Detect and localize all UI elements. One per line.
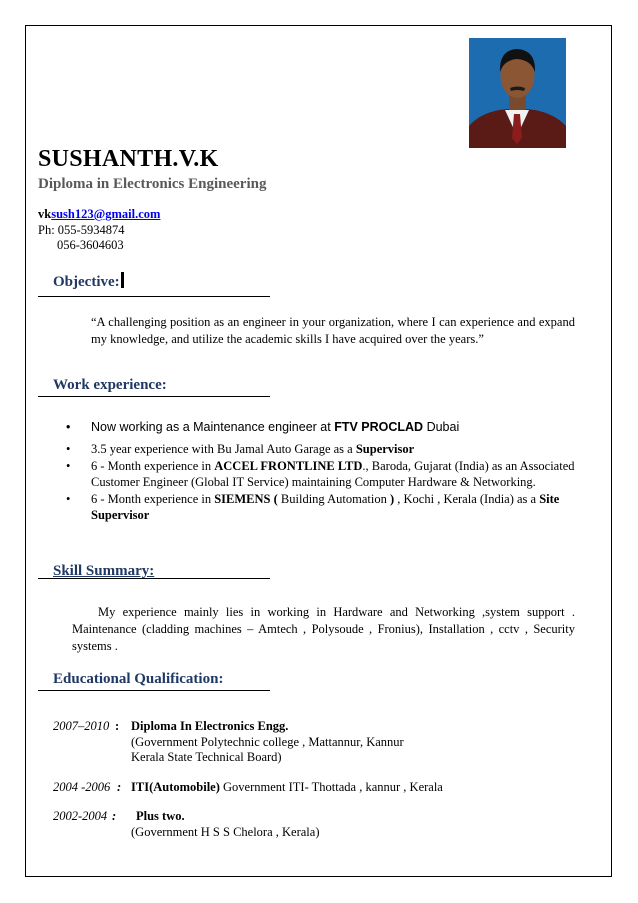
objective-title: Objective: — [53, 274, 120, 290]
education-entry — [53, 809, 573, 841]
edu-course: ITI(Automobile) — [131, 780, 220, 794]
email-link[interactable]: sush123@gmail.com — [51, 207, 161, 221]
skills-rule — [38, 578, 270, 579]
bullet-icon: • — [66, 441, 71, 456]
list-item — [66, 420, 576, 436]
edu-colon: : — [115, 719, 120, 733]
role-name: Site Supervisor — [91, 492, 560, 522]
list-item — [66, 492, 576, 523]
education-heading: Educational Qualification: — [53, 671, 224, 687]
objective-text: “A challenging position as an engineer in your organization, where I can experience and expand my knowledge, and utilize the academic skills I have acquired over the years.” — [91, 315, 575, 346]
work-rule — [38, 396, 270, 397]
bullet-icon: • — [66, 459, 71, 473]
company-name: ACCEL FRONTLINE LTD — [214, 459, 363, 473]
email-prefix: vk — [38, 207, 52, 221]
bullet-icon: • — [66, 420, 71, 434]
edu-detail: Kerala State Technical Board) — [131, 750, 282, 764]
work-text: 6 - Month experience in — [91, 492, 215, 506]
edu-course: Plus two. — [136, 809, 185, 823]
education-entry — [53, 780, 573, 796]
work-text: Now working as a Maintenance engineer at — [91, 420, 335, 434]
work-text: ., Baroda, Gujarat (India) as an Associated Customer Engineer (Global IT Service) maintaining Computer Hardware & Networking. — [91, 459, 575, 489]
edu-year: 2004 -2006 — [53, 780, 111, 794]
objective-rule — [38, 296, 270, 297]
candidate-degree: Diploma in Electronics Engineering — [38, 176, 267, 192]
bullet-icon: • — [66, 492, 71, 506]
skills-heading: Skill Summary: — [53, 563, 155, 579]
edu-detail: (Government Polytechnic college , Mattannur, Kannur — [131, 734, 404, 749]
text-cursor — [121, 272, 124, 288]
edu-colon: : — [112, 809, 117, 823]
work-text: Dubai — [423, 420, 460, 434]
edu-course: Diploma In Electronics Engg. — [131, 719, 289, 733]
work-text: , Kochi , Kerala (India) as a — [394, 492, 540, 506]
edu-colon: : — [117, 780, 122, 794]
edu-year: 2007–2010 — [53, 719, 110, 733]
work-heading: Work experience: — [53, 377, 167, 393]
edu-detail: (Government H S S Chelora , Kerala) — [131, 824, 320, 839]
skills-text: My experience mainly lies in working in Hardware and Networking ,system support . Maintenance (cladding machines – Amtech , Polysoude , Fronius), Installation , cctv , Security systems . — [72, 605, 575, 653]
education-entry — [53, 719, 573, 767]
list-item — [66, 459, 576, 490]
edu-detail: Government ITI- Thottada , kannur , Kerala — [219, 780, 443, 794]
education-rule — [38, 690, 270, 691]
edu-year: 2002-2004 — [53, 809, 108, 823]
work-list — [66, 420, 576, 525]
contact-block — [38, 207, 160, 254]
role-name: Supervisor — [355, 441, 415, 456]
list-item — [66, 442, 576, 458]
phone-line: Ph: 055-5934874 — [38, 222, 125, 237]
profile-photo — [469, 38, 566, 148]
work-text: Building Automation — [277, 492, 390, 506]
email-line — [38, 207, 160, 223]
work-text: 3.5 year experience with Bu Jamal Auto Garage as a — [91, 441, 356, 456]
company-name: FTV PROCLAD — [334, 420, 424, 434]
objective-heading — [53, 272, 124, 291]
phone-line-2: 056-3604603 — [57, 238, 124, 252]
candidate-name: SUSHANTH.V.K — [38, 146, 219, 172]
company-name: ) — [389, 492, 395, 506]
company-name: SIEMENS ( — [214, 492, 278, 506]
work-text: 6 - Month experience in — [91, 459, 215, 473]
